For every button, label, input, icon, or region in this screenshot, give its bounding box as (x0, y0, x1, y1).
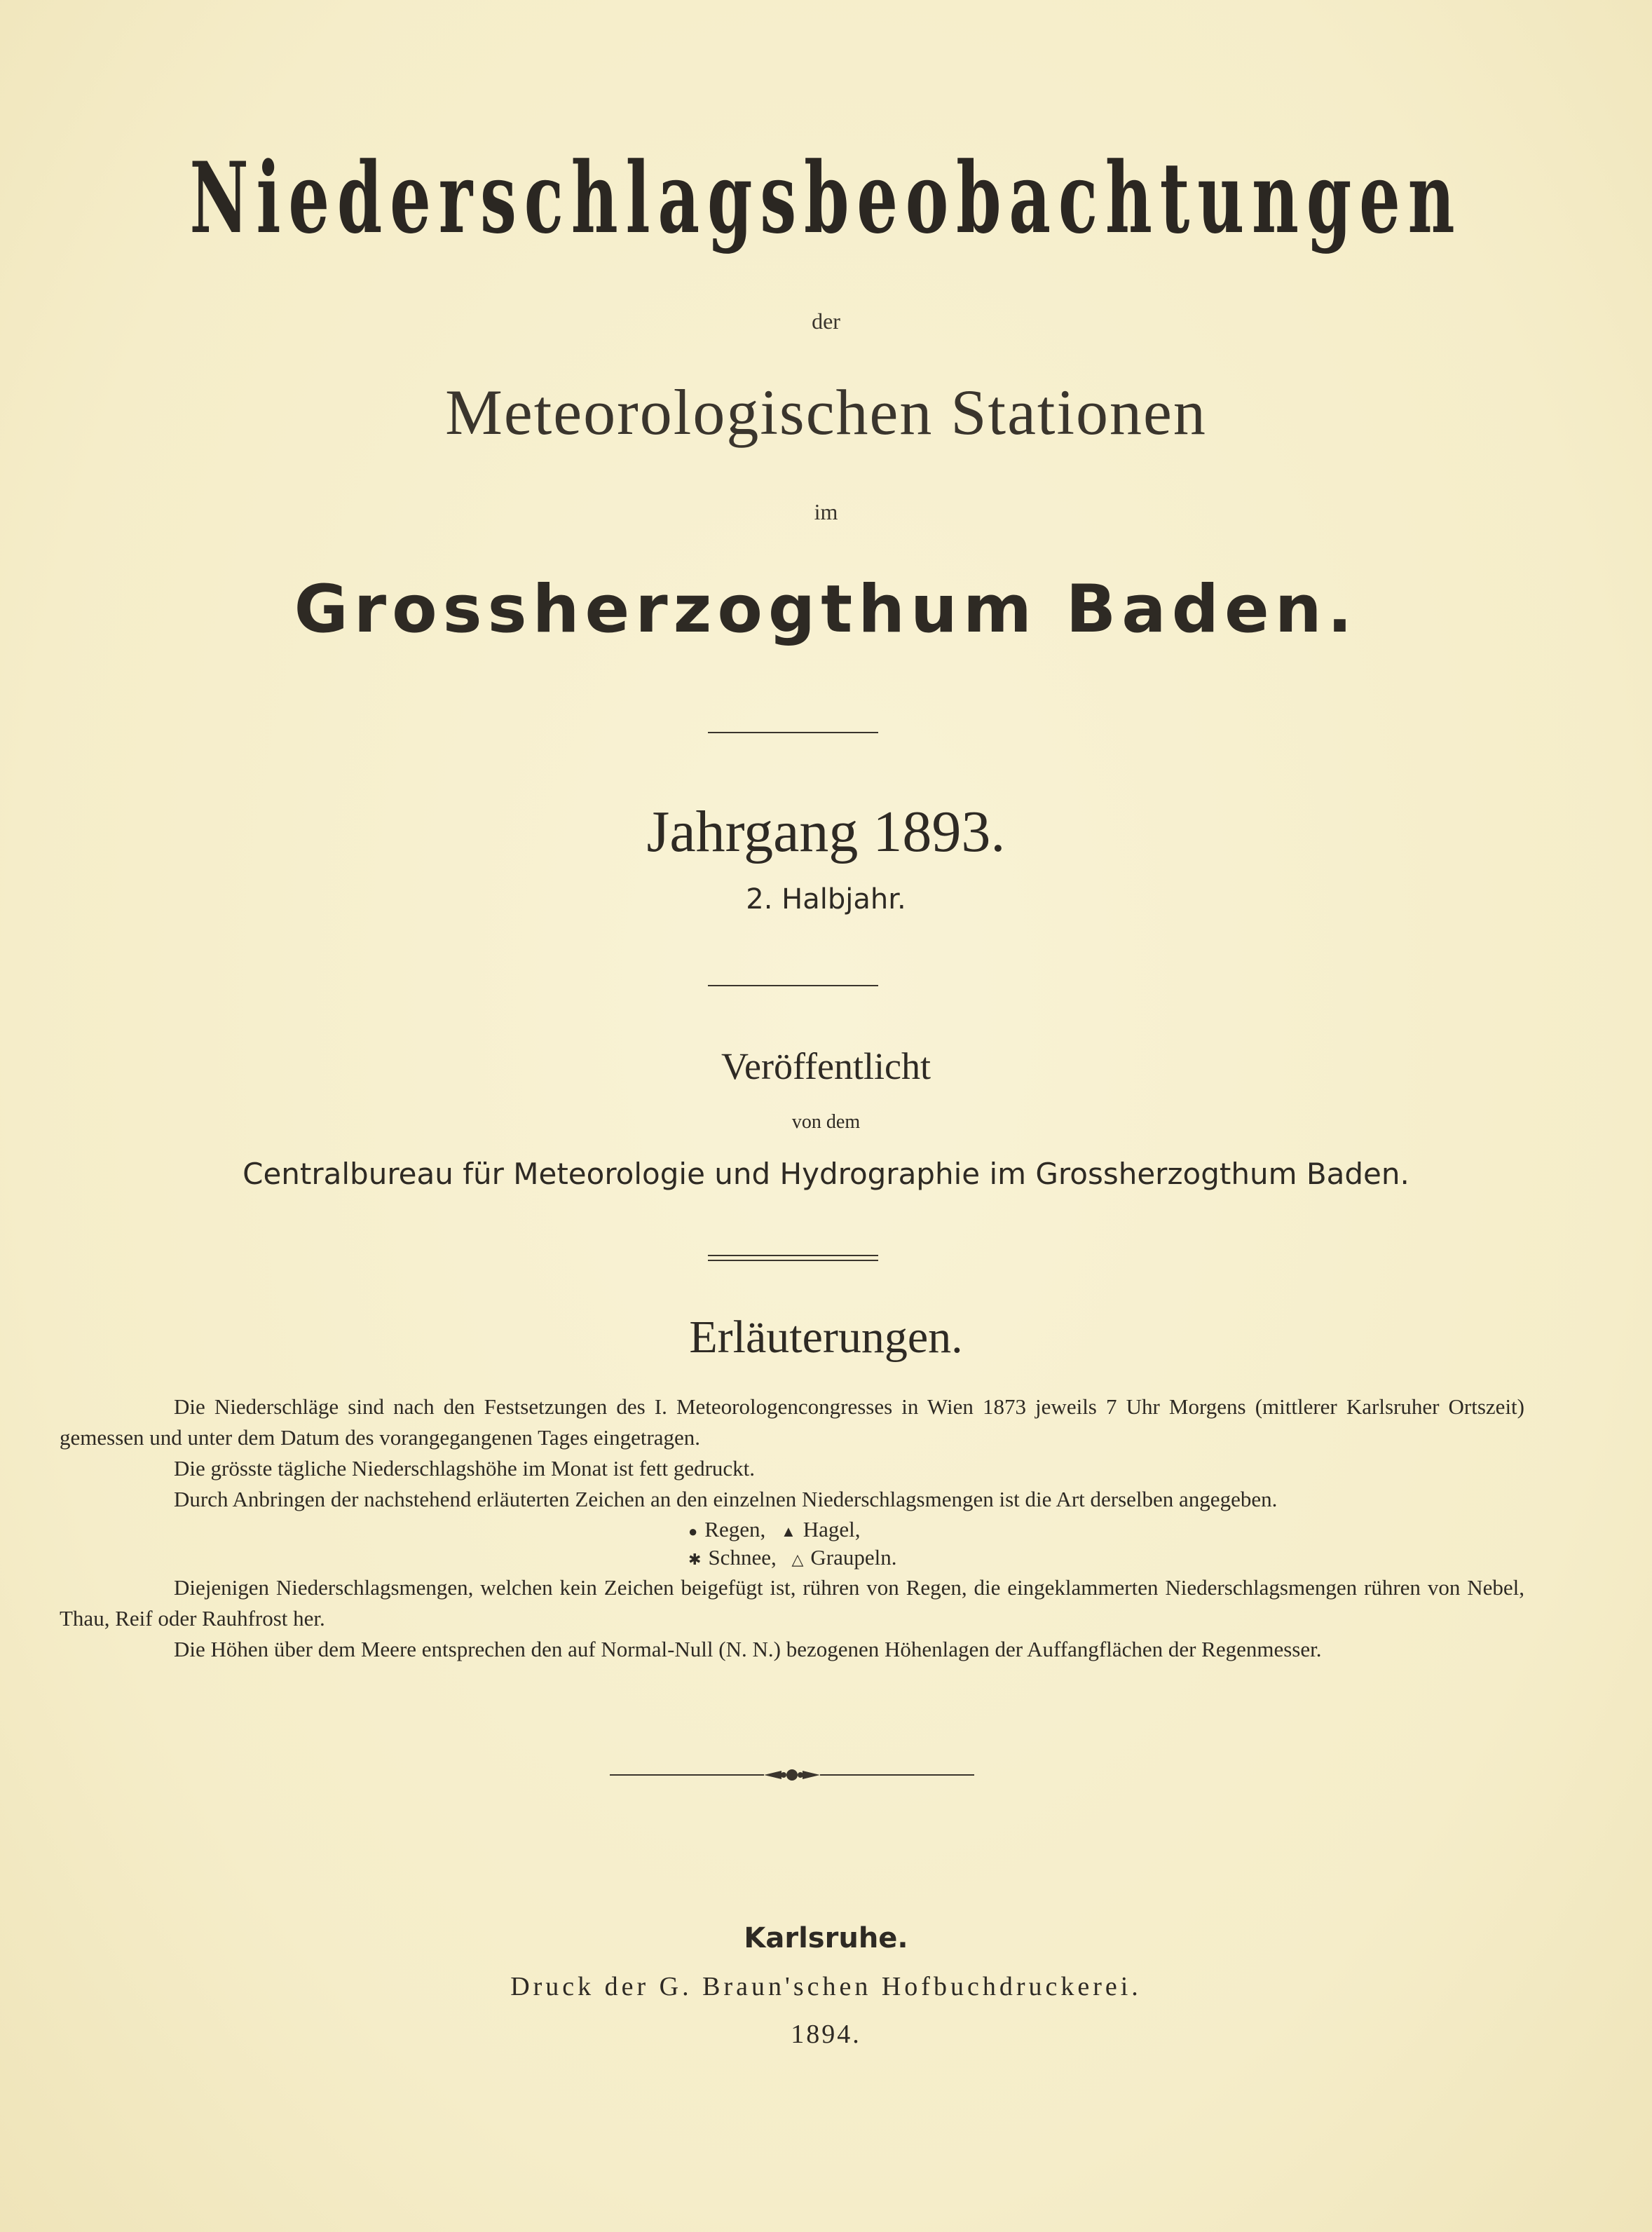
ornament-divider (610, 1761, 974, 1789)
filled-triangle-icon: ▲ (781, 1522, 796, 1540)
divider-3b (708, 1260, 878, 1261)
legend-line-2 (688, 1542, 896, 1575)
explanation-paragraph-3: Durch Anbringen der nachstehend erläuterten Zeichen an den einzelnen Niederschlagsmengen ist die Art derselben angegeben. (174, 1487, 1278, 1511)
year-line: Jahrgang 1893. (646, 799, 1006, 864)
divider-2 (708, 985, 878, 986)
legend-rain: Regen, (704, 1517, 766, 1542)
word-im: im (814, 499, 838, 524)
imprint-place: Karlsruhe. (744, 1922, 908, 1954)
explanation-paragraph-4: Diejenigen Niederschlagsmengen, welchen kein Zeichen beigefügt ist, rühren von Regen, die eingeklammerten Niederschlagsmengen rühren von Nebel, Thau, Reif oder Rauhfrost her. (60, 1575, 1524, 1631)
main-title: Niederschlagsbeobachtungen (189, 140, 1463, 256)
publisher-name: Centralbureau für Meteorologie und Hydrographie im Grossherzogthum Baden. (243, 1157, 1409, 1191)
by-label: von dem (791, 1111, 861, 1133)
imprint-printer: Druck der G. Braun'schen Hofbuchdruckerei. (510, 1972, 1142, 2001)
legend-graupel: Graupeln. (810, 1545, 897, 1570)
word-der: der (812, 308, 840, 334)
explanation-paragraph-2: Die grösste tägliche Niederschlagshöhe im Monat ist fett gedruckt. (174, 1456, 756, 1481)
open-triangle-icon: △ (791, 1550, 804, 1568)
explanations-block-2 (60, 1572, 1524, 1665)
explanations-block (60, 1391, 1524, 1515)
subtitle: Meteorologischen Stationen (445, 376, 1207, 448)
legend-snow: Schnee, (708, 1545, 777, 1570)
published-label: Veröffentlicht (721, 1045, 931, 1087)
divider-1 (708, 732, 878, 733)
region-title: Grossherzogthum Baden. (294, 571, 1358, 648)
asterisk-icon: ✱ (688, 1550, 702, 1568)
explanation-paragraph-5: Die Höhen über dem Meere entsprechen den auf Normal-Null (N. N.) bezogenen Höhenlagen der Auffangflächen der Regenmesser. (174, 1637, 1322, 1661)
explanations-heading: Erläuterungen. (689, 1312, 963, 1363)
imprint-year: 1894. (791, 2020, 861, 2049)
divider-3a (708, 1255, 878, 1256)
explanation-paragraph-1: Die Niederschläge sind nach den Festsetzungen des I. Meteorologencongresses in Wien 1873 jeweils 7 Uhr Morgens (mittlerer Karlsruher Ortszeit) gemessen und unter dem Datum des vorangegangenen Tages eingetragen. (60, 1394, 1524, 1450)
filled-dot-icon: ● (688, 1522, 698, 1540)
half-year: 2. Halbjahr. (746, 883, 906, 916)
legend-hail: Hagel, (803, 1517, 861, 1542)
